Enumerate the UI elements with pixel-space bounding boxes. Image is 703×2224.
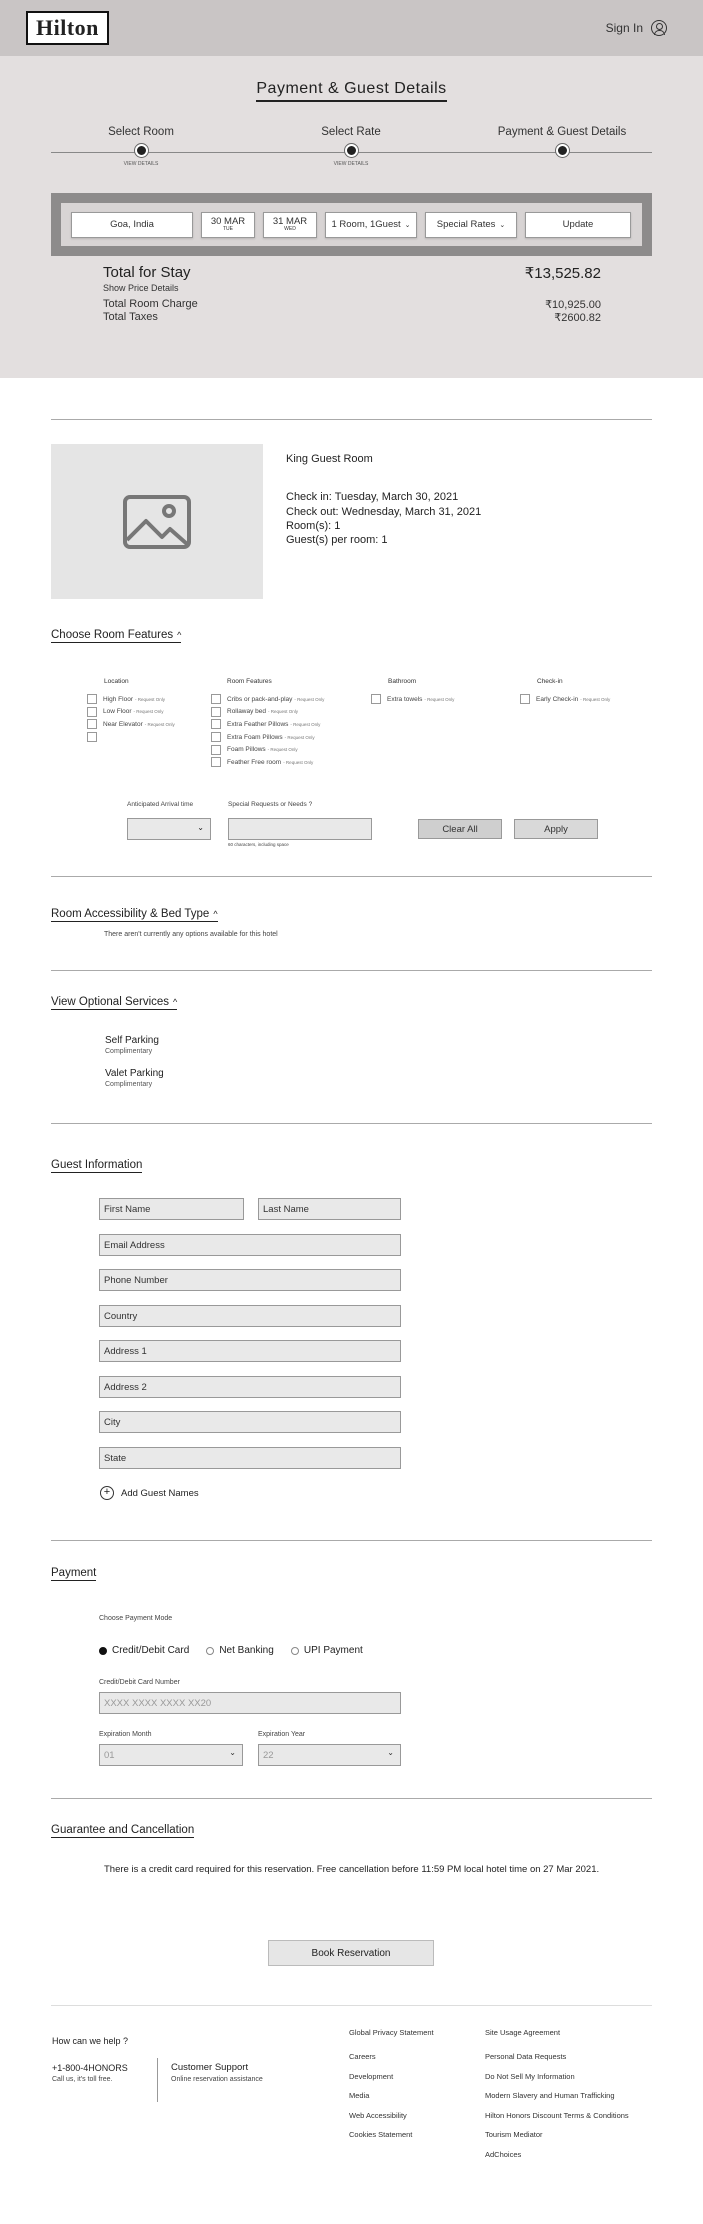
chevron-down-icon: ⌄ [499,221,506,229]
footer-link[interactable]: Global Privacy Statement [349,2028,434,2037]
chevron-down-icon: ⌄ [404,221,411,229]
feature-option[interactable] [211,731,324,744]
feature-note: - Request Only [290,721,321,727]
footer-link[interactable]: Do Not Sell My Information [485,2071,575,2081]
feature-note: - Request Only [268,709,299,715]
feature-note: - Request Only [424,696,455,702]
search-inner [61,203,642,246]
payment-mode-label: Choose Payment Mode [99,1615,173,1622]
special-rates-dropdown[interactable] [425,212,517,238]
divider [51,1123,652,1124]
radio-upi[interactable] [291,1645,363,1656]
footer-link[interactable]: Media [349,2091,370,2100]
location-features [87,678,175,743]
radio-net-banking[interactable] [206,1645,273,1656]
room-image [51,444,263,599]
radio-label: Net Banking [219,1645,274,1656]
rooms-count: Room(s): 1 [286,519,341,532]
apply-button[interactable]: Apply [514,819,598,839]
divider [51,1540,652,1541]
chevron-down-icon: ⌄ [197,823,204,832]
guests-per-room: Guest(s) per room: 1 [286,534,388,547]
radio-dot[interactable] [99,1647,107,1655]
address2-field[interactable]: Address 2 [99,1376,401,1398]
feature-note: - Request Only [267,747,298,753]
book-reservation-button[interactable]: Book Reservation [268,1940,434,1966]
chevron-down-icon: ⌄ [387,1748,394,1757]
address1-field[interactable]: Address 1 [99,1340,401,1362]
checkout-date: 31 MAR [272,215,308,227]
location-heading: Location [104,678,129,685]
footer-link[interactable]: Cookies Statement [349,2130,413,2139]
guarantee-title: Guarantee and Cancellation [51,1824,195,1836]
feature-label: High Floor [103,695,133,703]
feature-label: Extra towels [387,695,423,703]
step-view-details[interactable]: VIEW DETAILS [333,161,369,167]
add-guest-names-link[interactable]: Add Guest Names [121,1488,199,1499]
step-select-room[interactable] [51,126,231,167]
room-charge-label: Total Room Charge [103,298,198,310]
room-name: King Guest Room [286,453,373,465]
divider [51,876,652,877]
email-field[interactable]: Email Address [99,1234,401,1256]
checkin-text: Check in: Tuesday, March 30, 2021 [286,491,459,504]
sign-in-label[interactable]: Sign In [605,21,643,35]
step-select-rate[interactable] [261,126,441,167]
checkbox[interactable] [87,732,97,742]
footer-link[interactable]: Hilton Honors Discount Terms & Conditions [485,2110,629,2120]
checkin-date-field[interactable] [201,212,255,238]
page-title-wrap [0,80,703,98]
payment-title: Payment [51,1567,97,1579]
arrival-time-label: Anticipated Arrival time [127,801,194,808]
feature-option[interactable] [211,743,324,756]
chevron-up-icon: ^ [173,997,178,1007]
special-rates-value: Special Rates [436,219,496,230]
header [0,0,703,56]
last-name-field[interactable]: Last Name [258,1198,401,1220]
feature-label: Early Check-in [536,695,579,703]
feature-option[interactable] [211,756,324,769]
sign-in-link[interactable] [606,20,667,36]
feature-label: Near Elevator [103,720,143,728]
exp-month-value: 01 [104,1750,115,1761]
feature-option-empty[interactable] [87,731,175,744]
optional-services-title: View Optional Services [51,996,170,1008]
footer-link[interactable]: Web Accessibility [349,2110,407,2120]
radio-label: UPI Payment [303,1645,363,1656]
room-features-heading: Room Features [227,678,272,685]
service-item [105,1068,164,1088]
room-features-title: Choose Room Features [51,629,174,641]
footer-phone-sub: Call us, it's toll free. [52,2076,113,2083]
feature-note: - Request Only [294,696,325,702]
service-name: Valet Parking [105,1068,164,1079]
bathroom-features [371,678,454,706]
accessibility-note: There aren't currently any options available for this hotel [104,931,278,938]
checkbox[interactable] [211,757,221,767]
guest-info-title: Guest Information [51,1159,143,1171]
payment-mode-group [99,1645,377,1658]
page-title: Payment & Guest Details [256,80,446,102]
feature-option[interactable] [371,693,454,706]
progress-stepper [51,126,652,176]
feature-option[interactable] [87,706,175,719]
checkbox[interactable] [211,707,221,717]
feature-note: - Request Only [144,721,175,727]
arrival-time-select[interactable] [127,818,211,840]
checkout-date-field[interactable] [263,212,317,238]
feature-option[interactable] [211,693,324,706]
footer-support[interactable]: Customer Support [171,2062,249,2073]
exp-year-label: Expiration Year [258,1731,306,1738]
user-icon[interactable] [651,20,667,36]
service-sub: Complimentary [105,1048,153,1055]
phone-field[interactable]: Phone Number [99,1269,401,1291]
card-number-label: Credit/Debit Card Number [99,1679,180,1686]
checkbox[interactable] [87,719,97,729]
special-requests-input[interactable] [228,818,372,840]
radio-dot[interactable] [291,1647,299,1655]
special-requests-label: Special Requests or Needs ? [228,801,313,808]
exp-year-value: 22 [263,1750,274,1761]
feature-label: Rollaway bed [227,708,267,716]
rooms-guests-value: 1 Room, 1Guest [331,219,401,230]
optional-services-toggle[interactable] [51,996,177,1010]
city-field[interactable]: City [99,1411,401,1433]
checkin-day: TUE [223,225,233,232]
footer-help: How can we help ? [52,2036,129,2046]
checkin-date: 30 MAR [210,215,246,227]
room-charge-row [103,298,601,311]
rooms-guests-dropdown[interactable] [325,212,417,238]
checkbox[interactable] [211,745,221,755]
feature-label: Foam Pillows [227,746,266,754]
checkin-heading: Check-in [537,678,563,685]
step-label: Select Rate [321,126,381,138]
radio-credit-card[interactable] [99,1645,189,1656]
divider [51,1798,652,1799]
footer-link[interactable]: Careers [349,2052,376,2061]
clear-all-button[interactable]: Clear All [418,819,502,839]
divider [51,419,652,420]
country-field[interactable]: Country [99,1305,401,1327]
search-bar [51,193,652,256]
exp-year-select[interactable] [258,1744,401,1766]
step-dot [556,144,569,157]
feature-option[interactable] [87,718,175,731]
taxes-label: Total Taxes [103,311,158,323]
room-feature-options [211,678,324,769]
footer-divider [157,2058,158,2102]
feature-option[interactable] [520,693,610,706]
footer-link[interactable]: AdChoices [485,2149,522,2159]
feature-note: - Request Only [283,759,314,765]
step-dot [345,144,358,157]
price-totals [103,264,601,324]
chevron-down-icon: ⌄ [229,1748,236,1757]
feature-label: Cribs or pack-and-play [227,695,293,703]
taxes-row [103,311,601,324]
state-field[interactable]: State [99,1447,401,1469]
guarantee-text: There is a credit card required for this reservation. Free cancellation before 11:59 PM local hotel time on 27 Mar 2021. [104,1864,600,1875]
exp-month-select[interactable] [99,1744,243,1766]
checkout-day: WED [284,225,296,232]
feature-label: Feather Free room [227,758,282,766]
room-charge-value: ₹10,925.00 [545,299,601,311]
checkbox[interactable] [211,694,221,704]
total-label: Total for Stay [103,264,191,281]
footer-phone[interactable]: +1-800-4HONORS [52,2063,128,2073]
total-value: ₹13,525.82 [524,265,601,282]
step-payment [472,126,652,157]
show-price-details-link[interactable]: Show Price Details [103,283,179,293]
hilton-logo[interactable]: Hilton [26,11,109,45]
accessibility-toggle[interactable] [51,908,218,922]
radio-label: Credit/Debit Card [112,1645,190,1656]
chevron-up-icon: ^ [213,909,218,919]
feature-note: - Request Only [580,696,611,702]
chevron-up-icon: ^ [177,630,182,640]
radio-dot[interactable] [206,1647,214,1655]
checkbox[interactable] [211,732,221,742]
room-features-toggle[interactable] [51,629,181,643]
image-placeholder-icon [122,494,192,550]
location-field[interactable]: Goa, India [71,212,193,238]
feature-note: - Request Only [284,734,315,740]
checkbox[interactable] [371,694,381,704]
feature-option[interactable] [211,706,324,719]
checkbox[interactable] [87,707,97,717]
step-view-details[interactable]: VIEW DETAILS [123,161,159,167]
footer-links-1 [349,2028,434,2150]
card-number-field[interactable]: XXXX XXXX XXXX XX20 [99,1692,401,1714]
footer-link[interactable]: Tourism Mediator [485,2130,543,2139]
exp-month-label: Expiration Month [99,1731,152,1738]
plus-icon[interactable]: + [100,1486,114,1500]
footer-link[interactable]: Modern Slavery and Human Trafficking [485,2091,615,2100]
service-item [105,1035,159,1055]
feature-note: - Request Only [134,696,165,702]
step-dot [135,144,148,157]
divider [51,2005,652,2006]
step-label: Select Room [108,126,174,138]
step-label: Payment & Guest Details [497,126,627,138]
divider [51,970,652,971]
update-button[interactable]: Update [525,212,631,238]
booking-summary [0,56,703,378]
checkbox[interactable] [520,694,530,704]
feature-label: Low Floor [103,708,132,716]
service-sub: Complimentary [105,1081,153,1088]
feature-option[interactable] [87,693,175,706]
special-requests-note: 60 characters, including space [228,842,289,847]
footer-link[interactable]: Site Usage Agreement [485,2028,561,2037]
accessibility-title: Room Accessibility & Bed Type [51,908,210,920]
checkbox[interactable] [87,694,97,704]
total-row [103,264,601,282]
taxes-value: ₹2600.82 [554,312,601,324]
feature-label: Extra Foam Pillows [227,733,283,741]
feature-option[interactable] [211,718,324,731]
feature-label: Extra Feather Pillows [227,720,289,728]
footer-links-2 [485,2028,629,2169]
footer-support-sub: Online reservation assistance [171,2076,263,2083]
first-name-field[interactable]: First Name [99,1198,244,1220]
feature-note: - Request Only [133,709,164,715]
checkbox[interactable] [211,719,221,729]
checkin-features [520,678,610,706]
checkout-text: Check out: Wednesday, March 31, 2021 [286,505,482,518]
service-name: Self Parking [105,1035,159,1046]
bathroom-heading: Bathroom [388,678,417,685]
room-details [286,452,481,547]
footer-link[interactable]: Development [349,2071,394,2081]
footer-link[interactable]: Personal Data Requests [485,2052,567,2061]
